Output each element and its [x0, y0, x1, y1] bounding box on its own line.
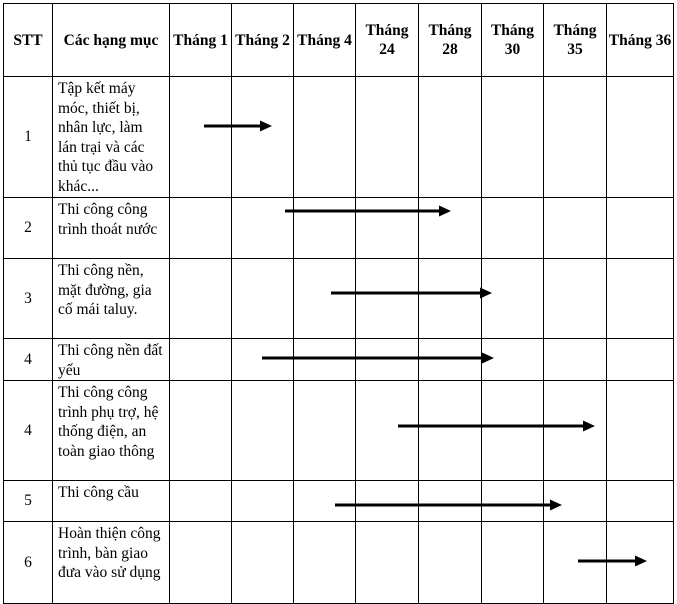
month-cell: [356, 481, 419, 522]
row-stt: 6: [4, 522, 53, 604]
month-cell: [170, 339, 232, 381]
month-cell: [232, 339, 294, 381]
month-cell: [232, 522, 294, 604]
row-stt: 1: [4, 77, 53, 198]
month-cell: [356, 77, 419, 198]
header-month: Tháng 24: [356, 4, 419, 77]
month-cell: [544, 259, 607, 339]
month-cell: [607, 381, 674, 481]
header-month: Tháng 4: [294, 4, 356, 77]
schedule-table: [3, 3, 674, 604]
month-cell: [170, 381, 232, 481]
month-cell: [607, 339, 674, 381]
table-row: [4, 259, 674, 339]
month-cell: [419, 381, 482, 481]
month-cell: [544, 481, 607, 522]
month-cell: [294, 381, 356, 481]
month-cell: [294, 198, 356, 259]
month-cell: [170, 481, 232, 522]
month-cell: [232, 198, 294, 259]
month-cell: [356, 522, 419, 604]
month-cell: [482, 481, 544, 522]
month-cell: [482, 381, 544, 481]
row-item: Thi công công trình phụ trợ, hệ thống điện, an toàn giao thông: [53, 381, 170, 481]
row-item: Tập kết máy móc, thiết bị, nhân lực, làm lán trại và các thủ tục đầu vào khác...: [53, 77, 170, 198]
month-cell: [419, 339, 482, 381]
month-cell: [170, 259, 232, 339]
month-cell: [544, 339, 607, 381]
month-cell: [232, 259, 294, 339]
month-cell: [482, 198, 544, 259]
month-cell: [607, 198, 674, 259]
month-cell: [170, 522, 232, 604]
month-cell: [544, 522, 607, 604]
header-stt: STT: [4, 4, 53, 77]
header-month: Tháng 28: [419, 4, 482, 77]
row-item: Thi công nền đất yếu: [53, 339, 170, 381]
month-cell: [482, 522, 544, 604]
month-cell: [544, 198, 607, 259]
header-month: Tháng 36: [607, 4, 674, 77]
month-cell: [482, 77, 544, 198]
table-row: [4, 77, 674, 198]
month-cell: [294, 259, 356, 339]
header-month: Tháng 1: [170, 4, 232, 77]
month-cell: [356, 198, 419, 259]
month-cell: [356, 381, 419, 481]
month-cell: [294, 339, 356, 381]
month-cell: [607, 77, 674, 198]
month-cell: [607, 481, 674, 522]
month-cell: [482, 339, 544, 381]
month-cell: [170, 77, 232, 198]
row-stt: 5: [4, 481, 53, 522]
header-month: Tháng 35: [544, 4, 607, 77]
month-cell: [294, 522, 356, 604]
table-row: [4, 339, 674, 381]
month-cell: [294, 77, 356, 198]
header-month: Tháng 2: [232, 4, 294, 77]
table-row: [4, 198, 674, 259]
month-cell: [419, 77, 482, 198]
month-cell: [607, 522, 674, 604]
header-item: Các hạng mục: [53, 4, 170, 77]
row-item: Thi công công trình thoát nước: [53, 198, 170, 259]
month-cell: [607, 259, 674, 339]
row-item: Thi công cầu: [53, 481, 170, 522]
month-cell: [294, 481, 356, 522]
table-row: [4, 481, 674, 522]
table-row: [4, 381, 674, 481]
row-stt: 4: [4, 339, 53, 381]
month-cell: [356, 339, 419, 381]
month-cell: [482, 259, 544, 339]
month-cell: [232, 481, 294, 522]
row-item: Thi công nền, mặt đường, gia cố mái taluy.: [53, 259, 170, 339]
month-cell: [232, 381, 294, 481]
row-stt: 3: [4, 259, 53, 339]
header-month: Tháng 30: [482, 4, 544, 77]
header-row: [4, 4, 674, 77]
month-cell: [170, 198, 232, 259]
month-cell: [419, 198, 482, 259]
month-cell: [419, 481, 482, 522]
table-row: [4, 522, 674, 604]
month-cell: [356, 259, 419, 339]
month-cell: [419, 522, 482, 604]
month-cell: [419, 259, 482, 339]
row-item: Hoàn thiện công trình, bàn giao đưa vào sử dụng: [53, 522, 170, 604]
row-stt: 2: [4, 198, 53, 259]
month-cell: [544, 77, 607, 198]
month-cell: [232, 77, 294, 198]
row-stt: 4: [4, 381, 53, 481]
month-cell: [544, 381, 607, 481]
